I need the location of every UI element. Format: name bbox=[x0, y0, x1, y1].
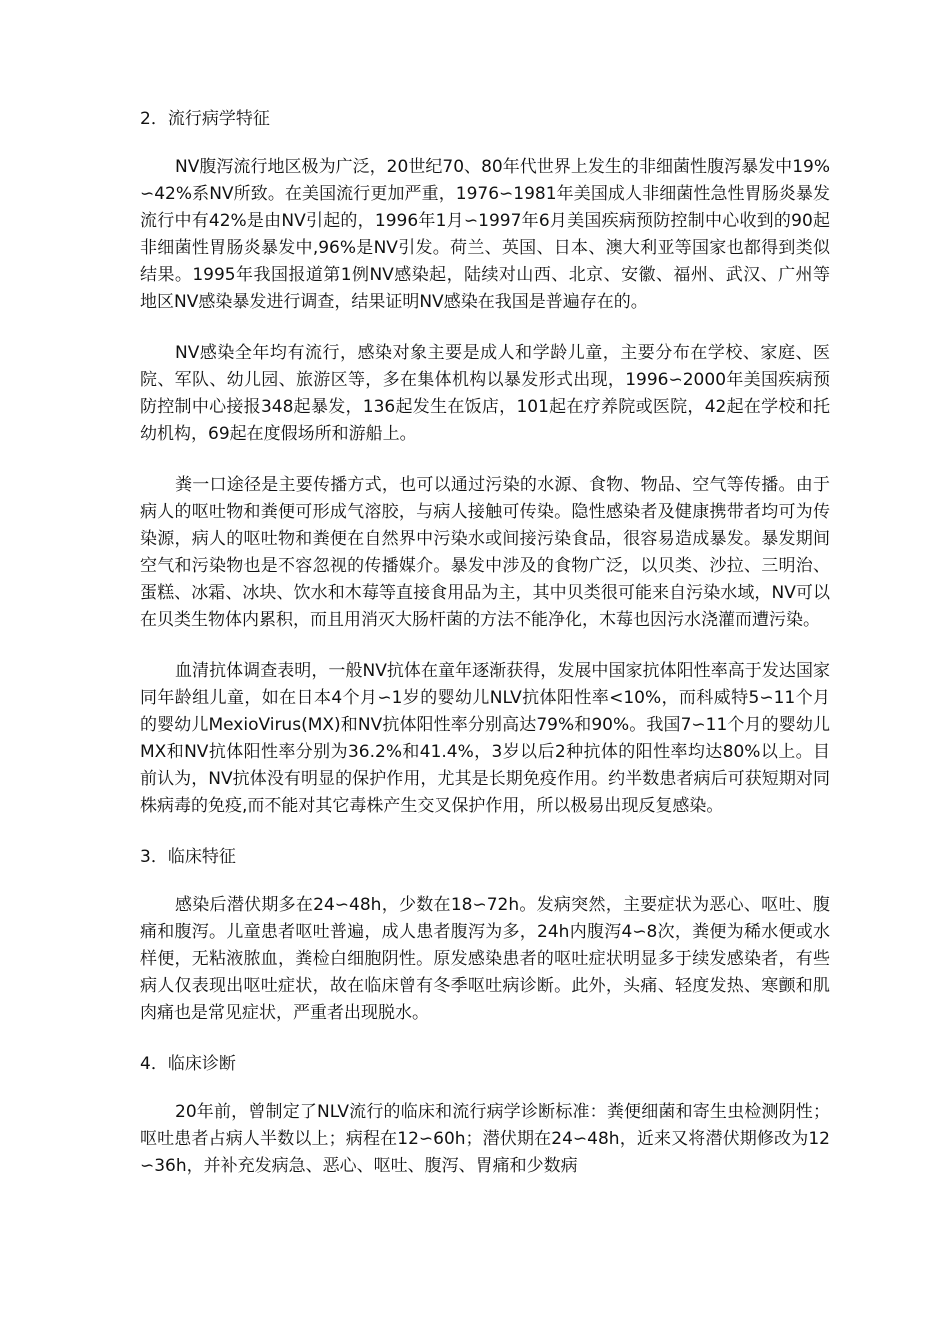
document-body bbox=[140, 106, 830, 1180]
paragraph-epidemic-scope: NV腹泻流行地区极为广泛，20世纪70、80年代世界上发生的非细菌性腹泻暴发中19%∽42%系NV所致。在美国流行更加严重，1976∽1981年美国成人非细菌性急性胃肠炎暴发流行中有42%是由NV引起的，1996年1月∽1997年6月美国疾病预防控制中心收到的90起非细菌性胃肠炎暴发中,96%是NV引发。荷兰、英国、日本、澳大利亚等国家也都得到类似结果。1995年我国报道第1例NV感染起，陆续对山西、北京、安徽、福州、武汉、广州等地区NV感染暴发进行调查，结果证明NV感染在我国是普遍存在的。 bbox=[140, 157, 830, 312]
paragraph-serology: 血清抗体调查表明，一般NV抗体在童年逐渐获得，发展中国家抗体阳性率高于发达国家同年龄组儿童，如在日本4个月∽1岁的婴幼儿NLV抗体阳性率<10%，而科威特5∽11个月的婴幼儿MexioVirus(MX)和NV抗体阳性率分别高达79%和90%。我国7∽11个月的婴幼儿MX和NV抗体阳性率分别为36.2%和41.4%，3岁以后2种抗体的阳性率均达80%以上。目前认为，NV抗体没有明显的保护作用，尤其是长期免疫作用。约半数患者病后可获短期对同株病毒的免疫,而不能对其它毒株产生交叉保护作用，所以极易出现反复感染。 bbox=[140, 661, 830, 816]
paragraph-transmission: 粪一口途径是主要传播方式，也可以通过污染的水源、食物、物品、空气等传播。由于病人的呕吐物和粪便可形成气溶胶，与病人接触可传染。隐性感染者及健康携带者均可为传染源，病人的呕吐物和粪便在自然界中污染水或间接污染食品，很容易造成暴发。暴发期间空气和污染物也是不容忽视的传播媒介。暴发中涉及的食物广泛，以贝类、沙拉、三明治、蛋糕、冰霜、冰块、饮水和木莓等直接食用品为主，其中贝类很可能来自污染水域，NV可以在贝类生物体内累积，而且用消灭大肠杆菌的方法不能净化，木莓也因污水浇灌而遭污染。 bbox=[140, 475, 830, 630]
paragraph-diagnosis-criteria: 20年前，曾制定了NLV流行的临床和流行病学诊断标准：粪便细菌和寄生虫检测阴性；呕吐患者占病人半数以上；病程在12∽60h；潜伏期在24∽48h，近来又将潜伏期修改为12∽36h，并补充发病急、恶心、呕吐、腹泻、胃痛和少数病 bbox=[140, 1102, 830, 1176]
section-heading-clinical-diagnosis: 4．临床诊断 bbox=[140, 1054, 236, 1074]
section-heading-clinical-features: 3．临床特征 bbox=[140, 847, 236, 867]
paragraph-seasonal-distribution: NV感染全年均有流行，感染对象主要是成人和学龄儿童，主要分布在学校、家庭、医院、军队、幼儿园、旅游区等，多在集体机构以暴发形式出现，1996∽2000年美国疾病预防控制中心接报348起暴发，136起发生在饭店，101起在疗养院或医院，42起在学校和托幼机构，69起在度假场所和游船上。 bbox=[140, 343, 830, 444]
section-heading-epidemiology: 2．流行病学特征 bbox=[140, 109, 270, 129]
paragraph-clinical-symptoms: 感染后潜伏期多在24∽48h，少数在18∽72h。发病突然，主要症状为恶心、呕吐、腹痛和腹泻。儿童患者呕吐普遍，成人患者腹泻为多，24h内腹泻4∽8次，粪便为稀水便或水样便，无粘液脓血，粪检白细胞阴性。原发感染患者的呕吐症状明显多于续发感染者，有些病人仅表现出呕吐症状，故在临床曾有冬季呕吐病诊断。此外，头痛、轻度发热、寒颤和肌肉痛也是常见症状，严重者出现脱水。 bbox=[140, 895, 830, 1023]
